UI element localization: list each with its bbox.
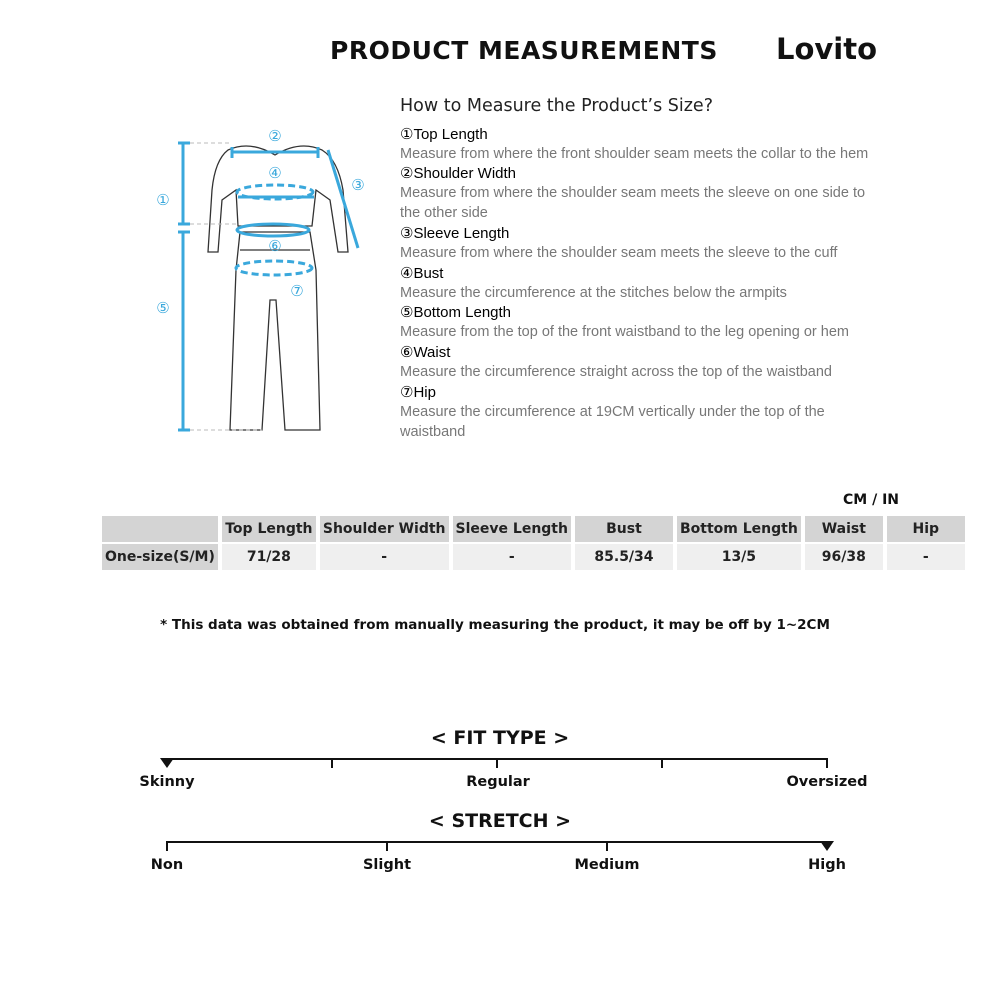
- guide-item-label: ②Shoulder Width: [400, 165, 517, 182]
- stretch-label: High: [808, 857, 846, 873]
- fit-type-tick: [496, 758, 498, 768]
- table-header-cell: [102, 516, 218, 542]
- fit-type-tick: [661, 758, 663, 768]
- stretch-label: Non: [150, 857, 184, 873]
- size-table: [98, 516, 969, 570]
- guide-item-shoulder-width: [400, 164, 880, 223]
- marker-5: ⑤: [156, 299, 170, 317]
- page-title: PRODUCT MEASUREMENTS: [330, 36, 718, 65]
- guide-item-label: ⑦Hip: [400, 384, 436, 401]
- guide-item-top-length: [400, 125, 880, 164]
- table-cell: 96/38: [805, 542, 883, 570]
- guide-item-waist: [400, 343, 880, 382]
- table-cell: 13/5: [677, 542, 801, 570]
- guide-item-desc: Measure from the top of the front waistband to the leg opening or hem: [400, 324, 849, 340]
- fit-type-label: Skinny: [139, 774, 195, 790]
- guide-item-label: ③Sleeve Length: [400, 225, 510, 242]
- table-cell: One-size(S/M): [102, 542, 218, 570]
- stretch-title: < STRETCH >: [428, 810, 572, 832]
- fit-type-title: < FIT TYPE >: [430, 727, 570, 749]
- fit-type-tick: [331, 758, 333, 768]
- table-header-row: [102, 516, 965, 542]
- table-cell: -: [320, 542, 449, 570]
- table-header-cell: Bust: [575, 516, 673, 542]
- stretch-axis: [166, 841, 828, 843]
- guide-item-desc: Measure the circumference at 19CM vertically under the top of the waistband: [400, 404, 825, 440]
- table-header-cell: Waist: [805, 516, 883, 542]
- marker-7: ⑦: [290, 282, 304, 300]
- stretch-label: Slight: [362, 857, 412, 873]
- guide-title: How to Measure the Product’s Size?: [400, 96, 713, 116]
- guide-item-hip: [400, 383, 880, 442]
- marker-2: ②: [268, 127, 282, 145]
- guide-item-desc: Measure from where the shoulder seam meets the sleeve on one side to the other side: [400, 185, 866, 221]
- table-cell: 71/28: [222, 542, 316, 570]
- table-header-cell: Bottom Length: [677, 516, 801, 542]
- table-header-cell: Top Length: [222, 516, 316, 542]
- brand-logo: Lovito: [776, 32, 878, 66]
- guide-item-label: ①Top Length: [400, 126, 488, 143]
- garment-diagram: [150, 120, 380, 440]
- stretch-tick: [166, 841, 168, 851]
- guide-item-desc: Measure from where the front shoulder seam meets the collar to the hem: [400, 146, 869, 162]
- marker-3: ③: [351, 176, 365, 194]
- guide-item-bust: [400, 264, 880, 303]
- table-header-cell: Hip: [887, 516, 965, 542]
- unit-label: CM / IN: [843, 492, 899, 508]
- fit-type-tick: [826, 758, 828, 768]
- guide-item-desc: Measure from where the shoulder seam meets the sleeve to the cuff: [400, 245, 838, 261]
- guide-item-desc: Measure the circumference at the stitches below the armpits: [400, 285, 787, 301]
- guide-item-label: ⑤Bottom Length: [400, 304, 512, 321]
- guide-item-bottom-length: [400, 303, 880, 342]
- table-row: [102, 542, 965, 570]
- table-cell: -: [887, 542, 965, 570]
- guide-item-desc: Measure the circumference straight across the top of the waistband: [400, 364, 832, 380]
- guide-item-sleeve-length: [400, 224, 880, 263]
- table-cell: -: [453, 542, 571, 570]
- marker-4: ④: [268, 164, 282, 182]
- stretch-selected-marker: [820, 841, 834, 851]
- fit-type-label: Oversized: [786, 774, 868, 790]
- stretch-label: Medium: [574, 857, 640, 873]
- marker-6: ⑥: [268, 237, 282, 255]
- table-cell: 85.5/34: [575, 542, 673, 570]
- guide-item-label: ④Bust: [400, 265, 444, 282]
- guide-item-label: ⑥Waist: [400, 344, 451, 361]
- fit-type-label: Regular: [466, 774, 530, 790]
- table-header-cell: Shoulder Width: [320, 516, 449, 542]
- table-header-cell: Sleeve Length: [453, 516, 571, 542]
- disclaimer-note: * This data was obtained from manually measuring the product, it may be off by 1~2CM: [160, 617, 830, 633]
- marker-1: ①: [156, 191, 170, 209]
- fit-type-selected-marker: [160, 758, 174, 768]
- stretch-tick: [386, 841, 388, 851]
- stretch-tick: [606, 841, 608, 851]
